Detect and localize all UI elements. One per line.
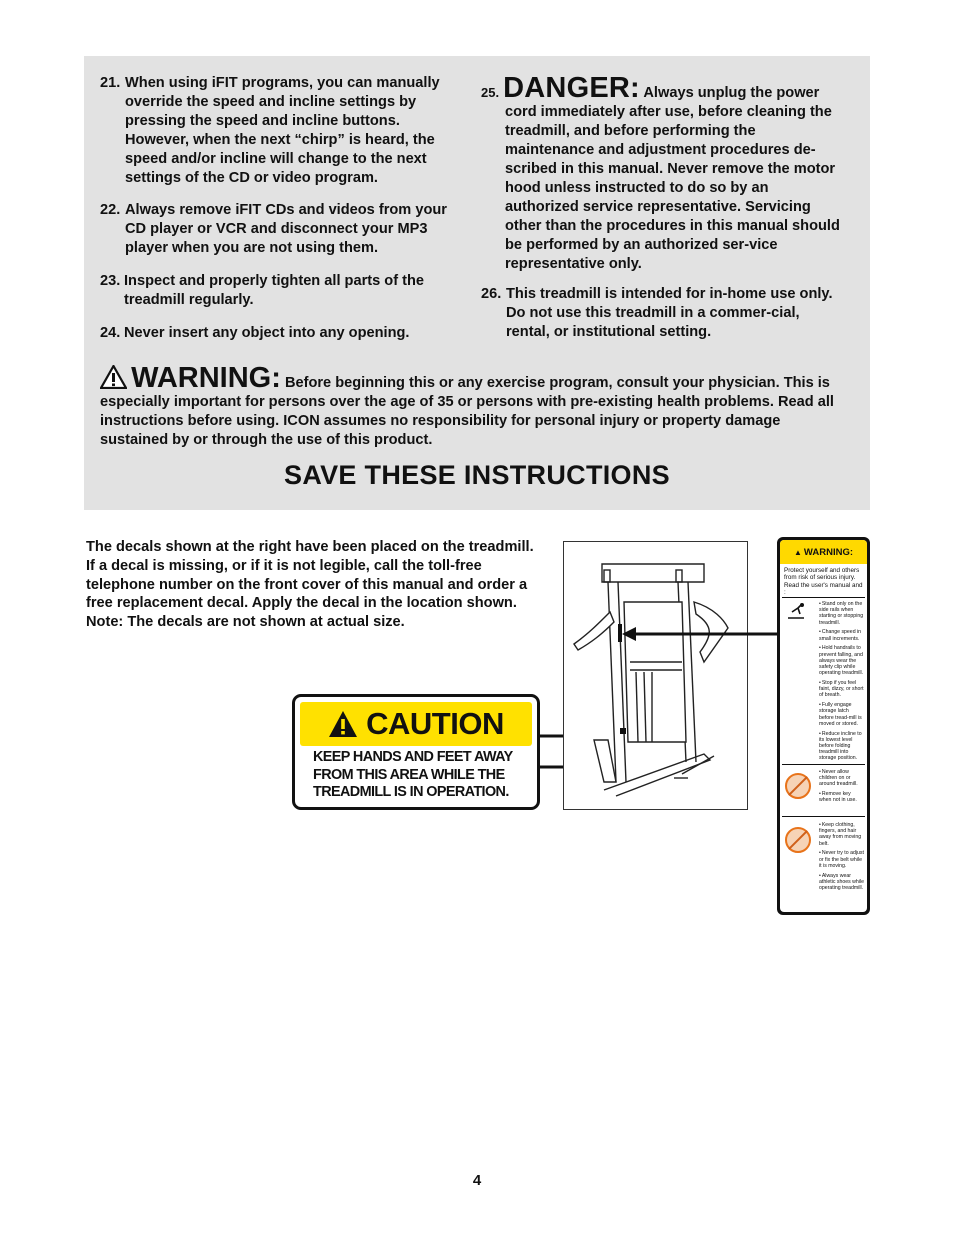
warning-decal-header (780, 540, 867, 564)
warning-decal-bullet: • Keep clothing, fingers, and hair away from moving belt. (819, 822, 864, 847)
caution-header (300, 702, 532, 746)
warning-decal-arrow (620, 624, 780, 644)
caution-line: TREADMILL IS IN OPERATION. (313, 784, 509, 800)
warning-paragraph (100, 364, 852, 450)
warning-decal-alert-icon: ▲ (794, 547, 802, 557)
warning-triangle-icon (100, 365, 127, 389)
warning-decal-title: WARNING: (803, 546, 853, 558)
caution-triangle-icon (328, 710, 358, 738)
warning-decal-bullet: • Remove key when not in use. (819, 791, 864, 803)
danger-label: DANGER: (503, 72, 640, 104)
warning-decal-section (782, 597, 865, 764)
warning-decal-bullet: • Never allow children on or around treadmill. (819, 769, 864, 788)
instruction-item-22 (100, 201, 462, 258)
save-instructions-title: SAVE THESE INSTRUCTIONS (284, 460, 670, 490)
warning-decal-intro: Protect yourself and others from risk of serious injury. Read the user's manual and : (784, 567, 863, 596)
caution-text (313, 749, 527, 802)
caution-line: FROM THIS AREA WHILE THE (313, 766, 505, 783)
decal-note: The decals shown at the right have been placed on the treadmill. If a decal is missing, or if it is not legible, call the toll-free telephone number on the front cover of this manual and order a free replacement decal. Apply the decal in the location shown. Note: The decals are not shown at actual size. (86, 539, 534, 631)
caution-title: CAUTION (366, 706, 504, 741)
warning-decal-bullet: • Reduce incline to its lowest level before folding treadmill into storage position. (819, 731, 864, 762)
warning-decal-bullet: • Stop if you feel faint, dizzy, or short of breath. (819, 680, 864, 699)
item-text: When using iFIT programs, you can manually override the speed and incline settings by pressing the speed and incline buttons. However, when the next “chirp” is heard, the speed and/or incline will change to the next settings of the CD or video program. (125, 75, 440, 186)
warning-decal-bullet: • Hold handrails to prevent falling, and always wear the safety clip while operating treadmill. (819, 645, 864, 676)
caution-decal (292, 694, 540, 810)
warning-decal-section (782, 816, 865, 901)
warning-decal (777, 537, 870, 915)
warning-decal-bullet: • Never try to adjust or fix the belt while it is moving. (819, 850, 864, 869)
warning-decal-bullet: • Stand only on the side rails when starting or stopping treadmill. (819, 601, 864, 626)
folded-treadmill-illustration (564, 542, 746, 808)
warning-decal-list (819, 601, 864, 765)
item-text: Always remove iFIT CDs and videos from your CD player or VCR and disconnect your MP3 player when you are not using them. (125, 202, 447, 256)
item-text: Inspect and properly tighten all parts of the treadmill regularly. (124, 273, 425, 308)
item-number: 26. (481, 286, 502, 302)
no-children-icon (785, 773, 811, 799)
item-number: 23. (100, 273, 121, 289)
instruction-item-25 (481, 74, 843, 274)
warning-decal-list (819, 822, 864, 895)
instruction-item-26 (481, 285, 841, 342)
item-text: This treadmill is intended for in-home use only. Do not use this treadmill in a commer-cial, rental, or institutional setting. (506, 286, 833, 340)
danger-text: Always unplug the power cord immediately after use, before cleaning the treadmill, and before performing the maintenance and adjustment procedures de-scribed in this manual. Never remove the motor hood unless instructed to do so by an authorized service representative. Servicing other than the procedures in this manual should be performed by an authorized ser-vice representative only. (505, 85, 840, 272)
item-number: 22. (100, 202, 121, 218)
caution-line: KEEP HANDS AND FEET AWAY (313, 749, 513, 765)
warning-decal-bullet: • Always wear athletic shoes while operating treadmill. (819, 873, 864, 892)
warning-text: Before beginning this or any exercise program, consult your physician. This is especially important for persons over the age of 35 or persons with pre-existing health problems. Read all instructions before using. ICON assumes no responsibility for personal injury or property damage sustained by or through the use of this product. (100, 375, 834, 448)
instruction-item-23 (100, 272, 462, 310)
warning-decal-section (782, 764, 865, 815)
instruction-item-21 (100, 74, 468, 188)
instruction-item-24 (100, 324, 462, 343)
warning-decal-bullet: • Fully engage storage latch before tread-mill is moved or stored. (819, 702, 864, 727)
warning-decal-list (819, 769, 864, 807)
item-number: 21. (100, 75, 121, 91)
item-text: Never insert any object into any opening. (124, 325, 410, 341)
treadmill-diagram (563, 541, 748, 810)
item-number: 25. (481, 85, 500, 100)
warning-decal-bullet: • Change speed in small increments. (819, 629, 864, 641)
fall-hazard-icon (786, 602, 808, 622)
warning-label: WARNING: (131, 362, 281, 394)
no-hands-near-belt-icon (785, 827, 811, 853)
warning-decal-body (780, 540, 867, 912)
page-number: 4 (472, 1172, 482, 1189)
item-number: 24. (100, 325, 121, 341)
